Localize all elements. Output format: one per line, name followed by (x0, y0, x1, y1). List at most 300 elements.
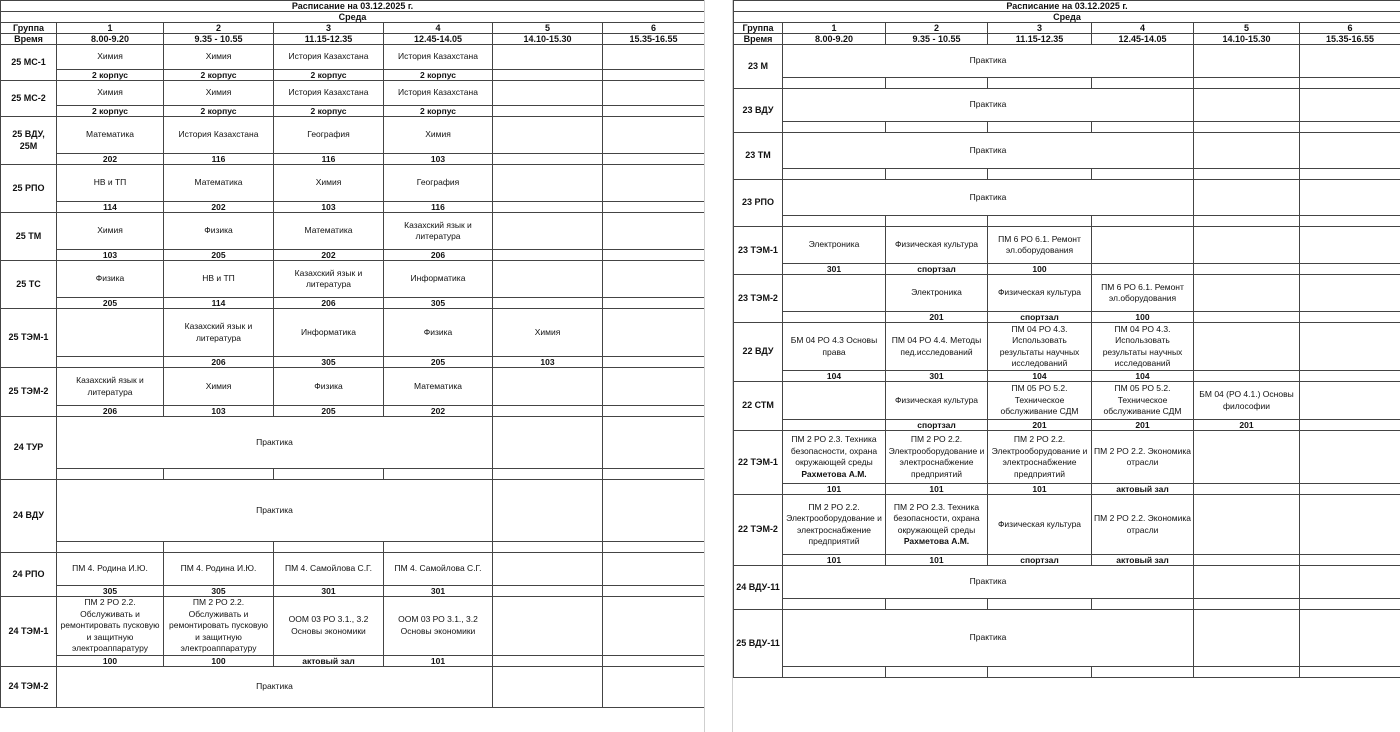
group-row (1, 45, 705, 70)
room-cell (783, 122, 886, 133)
room-cell: 114 (164, 298, 274, 309)
time-slot: 12.45-14.05 (1092, 34, 1194, 45)
pair-number: 6 (1300, 23, 1400, 34)
subject-cell (886, 495, 988, 555)
schedule-title: Расписание на 03.12.2025 г. (734, 1, 1400, 12)
subject-cell (493, 309, 603, 357)
room-row (1, 154, 705, 165)
room-cell: 206 (384, 250, 493, 261)
subject-cell (57, 597, 164, 656)
room-cell (603, 154, 705, 165)
room-cell (493, 298, 603, 309)
room-cell: актовый зал (1092, 555, 1194, 566)
subject-text: ПМ 2 РО 2.2. Электрооборудование и электроснабжение предприятий (888, 434, 985, 479)
room-row (1, 406, 705, 417)
group-header: Группа (1, 23, 57, 34)
subject-text: Физическая культура (997, 287, 1082, 298)
teacher-name: Рахметова А.М. (903, 536, 970, 546)
subject-cell (164, 117, 274, 154)
subject-cell (164, 553, 274, 586)
subject-text: Химия (97, 225, 123, 236)
subject-text: Химия (205, 87, 232, 98)
group-row (734, 382, 1400, 420)
room-cell (493, 542, 603, 553)
time-row (734, 34, 1400, 45)
room-row (734, 484, 1400, 495)
schedule-table (733, 0, 1400, 678)
room-cell: 100 (988, 264, 1092, 275)
subject-cell (57, 165, 164, 202)
subject-cell (1300, 431, 1400, 484)
group-row (734, 566, 1400, 599)
subject-text: Физическая культура (997, 518, 1082, 529)
empty-cell (1194, 133, 1300, 169)
subject-cell (493, 553, 603, 586)
room-cell (603, 70, 705, 81)
room-cell: актовый зал (1092, 484, 1194, 495)
subject-cell (493, 213, 603, 250)
room-cell (603, 655, 705, 666)
group-row (734, 133, 1400, 169)
room-cell (603, 106, 705, 117)
room-cell (886, 122, 988, 133)
room-cell: 103 (493, 357, 603, 368)
subject-text: ПМ 05 РО 5.2. Техническое обслуживание СДМ (1103, 383, 1182, 417)
subject-text: БМ 04 РО 4.3 Основы права (790, 335, 878, 357)
room-cell (493, 655, 603, 666)
group-name: 25 ВДУ-11 (734, 610, 783, 678)
room-row (734, 122, 1400, 133)
practice-cell: Практика (57, 666, 493, 707)
room-cell (1300, 667, 1400, 678)
subject-cell (57, 45, 164, 70)
group-name: 25 ТЭМ-2 (1, 368, 57, 417)
empty-cell (1300, 45, 1400, 78)
room-cell: 202 (274, 250, 384, 261)
subject-cell (886, 431, 988, 484)
empty-cell (1300, 89, 1400, 122)
time-slot: 9.35 - 10.55 (164, 34, 274, 45)
group-row (1, 368, 705, 406)
subject-text: Электроника (808, 239, 860, 250)
pair-number: 3 (988, 23, 1092, 34)
room-cell (164, 469, 274, 480)
room-row (734, 371, 1400, 382)
room-cell: спортзал (988, 312, 1092, 323)
subject-text: ПМ 04 РО 4.3. Использовать результаты научных исследований (999, 323, 1080, 368)
subject-text: Информатика (410, 273, 466, 284)
schedule-table (0, 0, 705, 708)
pair-number: 6 (603, 23, 705, 34)
room-cell (783, 667, 886, 678)
subject-cell (57, 117, 164, 154)
room-row (734, 216, 1400, 227)
group-name: 25 РПО (1, 165, 57, 213)
room-cell: 205 (384, 357, 493, 368)
room-cell: 101 (886, 555, 988, 566)
subject-cell (274, 553, 384, 586)
subject-cell (988, 227, 1092, 264)
subject-cell (57, 261, 164, 298)
subject-text: Казахский язык и литература (294, 267, 363, 289)
subject-text: ПМ 6 РО 6.1. Ремонт эл.оборудования (1101, 281, 1184, 303)
empty-cell (493, 666, 603, 707)
subject-cell (274, 368, 384, 406)
room-cell: спортзал (988, 555, 1092, 566)
subject-cell (988, 495, 1092, 555)
group-row (734, 227, 1400, 264)
subject-cell (1092, 382, 1194, 420)
subject-cell (783, 323, 886, 371)
room-cell: 104 (783, 371, 886, 382)
room-cell: 100 (1092, 312, 1194, 323)
subject-text: Физическая культура (894, 239, 979, 250)
empty-cell (603, 480, 705, 542)
subject-text: ПМ 2 РО 2.3. Техника безопасности, охрана окружающей среды (790, 434, 878, 467)
subject-cell (1092, 495, 1194, 555)
room-cell: 2 корпус (274, 70, 384, 81)
subject-text: ПМ 2 РО 2.3. Техника безопасности, охрана окружающей среды (893, 501, 980, 535)
room-cell (1194, 312, 1300, 323)
room-cell: 202 (384, 406, 493, 417)
room-cell: 202 (57, 154, 164, 165)
schedule-panel-right (733, 0, 1400, 732)
subject-cell (1194, 382, 1300, 420)
room-cell (1300, 420, 1400, 431)
empty-cell (1300, 610, 1400, 667)
subject-cell (1092, 323, 1194, 371)
room-cell (1092, 599, 1194, 610)
subject-text: НВ и ТП (202, 273, 235, 284)
subject-cell (274, 45, 384, 70)
practice-cell: Практика (783, 610, 1194, 667)
time-slot: 11.15-12.35 (274, 34, 384, 45)
subject-cell (1194, 495, 1300, 555)
group-row (734, 495, 1400, 555)
subject-text: ПМ 4. Самойлова С.Г. (284, 563, 372, 574)
subject-text: Химия (534, 326, 561, 337)
room-cell (1194, 371, 1300, 382)
room-cell (886, 78, 988, 89)
room-cell: 116 (164, 154, 274, 165)
subject-cell (603, 117, 705, 154)
subject-cell (783, 431, 886, 484)
room-cell: 2 корпус (57, 106, 164, 117)
subject-cell (164, 261, 274, 298)
room-cell: 104 (1092, 371, 1194, 382)
subject-cell (1092, 227, 1194, 264)
pair-number: 1 (57, 23, 164, 34)
room-cell (1300, 169, 1400, 180)
room-cell (603, 202, 705, 213)
subject-text: Химия (205, 51, 232, 62)
room-cell: 205 (164, 250, 274, 261)
subject-text: ПМ 4. Родина И.Ю. (180, 563, 257, 574)
subject-cell (164, 81, 274, 106)
subject-cell (988, 323, 1092, 371)
room-row (734, 667, 1400, 678)
group-row (734, 180, 1400, 216)
room-cell (783, 312, 886, 323)
subject-text: ПМ 4. Родина И.Ю. (72, 563, 148, 574)
room-cell: актовый зал (274, 655, 384, 666)
subject-cell (1300, 227, 1400, 264)
title-row (734, 1, 1400, 12)
room-cell: 2 корпус (164, 70, 274, 81)
sheet-separator (704, 0, 733, 732)
group-row (734, 323, 1400, 371)
subject-text: История Казахстана (178, 129, 259, 140)
subject-text: Физика (204, 225, 233, 236)
room-row (734, 555, 1400, 566)
room-cell: 202 (164, 202, 274, 213)
room-row (1, 106, 705, 117)
subject-cell (57, 553, 164, 586)
pair-number: 5 (493, 23, 603, 34)
empty-cell (1194, 89, 1300, 122)
room-cell (1300, 122, 1400, 133)
group-row (1, 553, 705, 586)
practice-cell: Практика (783, 180, 1194, 216)
day-row (1, 12, 705, 23)
subject-cell (57, 213, 164, 250)
subject-cell (493, 165, 603, 202)
subject-text: ПМ 2 РО 2.2. Электрооборудование и электроснабжение предприятий (991, 434, 1088, 479)
subject-cell (274, 597, 384, 656)
subject-text: Математика (304, 225, 353, 236)
subject-cell (886, 275, 988, 312)
room-row (1, 298, 705, 309)
room-row (734, 264, 1400, 275)
subject-text: Химия (97, 51, 123, 62)
room-cell (603, 586, 705, 597)
room-cell: 201 (1092, 420, 1194, 431)
subject-cell (57, 81, 164, 106)
room-cell: 201 (988, 420, 1092, 431)
group-row (1, 165, 705, 202)
practice-cell: Практика (783, 89, 1194, 122)
room-cell (783, 420, 886, 431)
room-cell (988, 78, 1092, 89)
subject-cell (603, 553, 705, 586)
room-cell (1300, 484, 1400, 495)
empty-cell (1300, 566, 1400, 599)
group-name: 22 ТЭМ-2 (734, 495, 783, 566)
empty-cell (603, 417, 705, 469)
subject-cell (164, 45, 274, 70)
time-slot: 14.10-15.30 (493, 34, 603, 45)
room-cell: 301 (274, 586, 384, 597)
time-header: Время (734, 34, 783, 45)
subject-cell (783, 227, 886, 264)
room-cell (1194, 78, 1300, 89)
empty-cell (1194, 45, 1300, 78)
room-cell (57, 542, 164, 553)
empty-cell (1194, 566, 1300, 599)
subject-text: НВ и ТП (93, 177, 127, 188)
subject-cell (493, 81, 603, 106)
room-cell (988, 169, 1092, 180)
subject-text: Казахский язык и литература (184, 321, 253, 343)
room-cell (1092, 216, 1194, 227)
group-name: 24 ТЭМ-2 (1, 666, 57, 707)
time-slot: 8.00-9.20 (783, 34, 886, 45)
room-cell: 2 корпус (274, 106, 384, 117)
subject-cell (1194, 323, 1300, 371)
subject-text: Электроника (911, 287, 962, 298)
subject-cell (1194, 275, 1300, 312)
subject-text: Физика (95, 273, 125, 284)
subject-cell (886, 227, 988, 264)
empty-cell (1300, 133, 1400, 169)
subject-cell (1194, 227, 1300, 264)
subject-text: ООМ 03 РО 3.1., 3.2 Основы экономики (288, 614, 369, 636)
subject-text: Математика (194, 177, 243, 188)
subject-cell (57, 368, 164, 406)
empty-cell (1194, 180, 1300, 216)
pair-number: 4 (384, 23, 493, 34)
room-cell: 100 (164, 655, 274, 666)
time-header: Время (1, 34, 57, 45)
room-cell (603, 542, 705, 553)
room-cell (493, 586, 603, 597)
room-cell (1092, 169, 1194, 180)
room-cell: 201 (1194, 420, 1300, 431)
practice-cell: Практика (57, 480, 493, 542)
group-row (1, 309, 705, 357)
pair-number: 5 (1194, 23, 1300, 34)
subject-text: ПМ 4. Самойлова С.Г. (394, 563, 482, 574)
room-cell (1194, 484, 1300, 495)
subject-cell (274, 261, 384, 298)
day-name: Среда (1, 12, 705, 23)
room-cell (1194, 264, 1300, 275)
room-cell: 101 (783, 484, 886, 495)
room-cell (988, 122, 1092, 133)
subject-cell (164, 597, 274, 656)
subject-cell (603, 309, 705, 357)
subject-cell (274, 81, 384, 106)
subject-text: Казахский язык и литература (404, 219, 472, 241)
room-cell (1092, 78, 1194, 89)
subject-text: Химия (425, 129, 451, 140)
subject-text: ПМ 2 РО 2.2. Экономика отрасли (1094, 445, 1191, 467)
group-name: 24 ТУР (1, 417, 57, 480)
room-cell: 305 (384, 298, 493, 309)
schedule-title: Расписание на 03.12.2025 г. (1, 1, 705, 12)
room-cell: 205 (274, 406, 384, 417)
room-cell (1194, 667, 1300, 678)
group-name: 24 ТЭМ-1 (1, 597, 57, 667)
room-cell (886, 599, 988, 610)
group-name: 25 МС-2 (1, 81, 57, 117)
room-cell: 305 (57, 586, 164, 597)
room-cell: 116 (274, 154, 384, 165)
subject-cell (384, 165, 493, 202)
subject-text: ПМ 2 РО 2.2. Обслуживать и ремонтировать пусковую и защитную электроаппаратуру (169, 597, 268, 653)
room-cell: 2 корпус (384, 106, 493, 117)
room-row (734, 169, 1400, 180)
room-row (1, 70, 705, 81)
room-cell (493, 154, 603, 165)
subject-text: История Казахстана (288, 51, 369, 62)
pair-number: 2 (164, 23, 274, 34)
practice-cell: Практика (783, 133, 1194, 169)
pair-number: 4 (1092, 23, 1194, 34)
room-cell: 305 (164, 586, 274, 597)
subject-cell (493, 261, 603, 298)
time-slot: 14.10-15.30 (1194, 34, 1300, 45)
group-row (734, 610, 1400, 667)
subject-cell (1300, 275, 1400, 312)
room-row (1, 357, 705, 368)
room-cell (1300, 264, 1400, 275)
subject-cell (164, 309, 274, 357)
room-cell: 103 (57, 250, 164, 261)
room-cell (603, 357, 705, 368)
group-name: 22 ВДУ (734, 323, 783, 382)
practice-cell: Практика (783, 566, 1194, 599)
subject-text: БМ 04 (РО 4.1.) Основы философии (1199, 389, 1294, 411)
room-cell: 101 (886, 484, 988, 495)
room-cell (988, 216, 1092, 227)
time-row (1, 34, 705, 45)
room-cell (603, 406, 705, 417)
subject-text: Химия (205, 380, 232, 391)
time-slot: 8.00-9.20 (57, 34, 164, 45)
subject-cell (1092, 431, 1194, 484)
subject-cell (164, 368, 274, 406)
room-cell: 104 (988, 371, 1092, 382)
subject-cell (274, 309, 384, 357)
subject-text: ПМ 04 РО 4.4. Методы пед.исследований (891, 335, 982, 357)
subject-cell (57, 309, 164, 357)
subject-cell (603, 597, 705, 656)
room-cell: 101 (384, 655, 493, 666)
room-cell: 301 (886, 371, 988, 382)
group-name: 25 ВДУ, 25М (1, 117, 57, 165)
room-cell (1092, 667, 1194, 678)
room-cell (1300, 371, 1400, 382)
subject-text: ПМ 2 РО 2.2. Экономика отрасли (1094, 513, 1191, 535)
subject-cell (493, 597, 603, 656)
room-cell (57, 357, 164, 368)
subject-cell (384, 117, 493, 154)
room-cell: 301 (384, 586, 493, 597)
subject-cell (493, 117, 603, 154)
empty-cell (603, 666, 705, 707)
group-name: 22 СТМ (734, 382, 783, 431)
subject-cell (164, 165, 274, 202)
time-slot: 12.45-14.05 (384, 34, 493, 45)
subject-text: Физическая культура (894, 394, 979, 405)
room-cell (886, 169, 988, 180)
teacher-name: Рахметова А.М. (801, 468, 867, 479)
subject-cell (783, 275, 886, 312)
group-name: 25 ТС (1, 261, 57, 309)
subject-text: География (416, 177, 460, 188)
group-row (1, 597, 705, 656)
subject-cell (274, 213, 384, 250)
room-cell (1300, 312, 1400, 323)
group-name: 23 ТЭМ-2 (734, 275, 783, 323)
subject-cell (1300, 382, 1400, 420)
subject-text: Химия (97, 87, 123, 98)
group-row (1, 213, 705, 250)
group-row (1, 417, 705, 469)
room-row (1, 250, 705, 261)
subject-text: ПМ 2 РО 2.2. Электрооборудование и электроснабжение предприятий (786, 501, 882, 546)
